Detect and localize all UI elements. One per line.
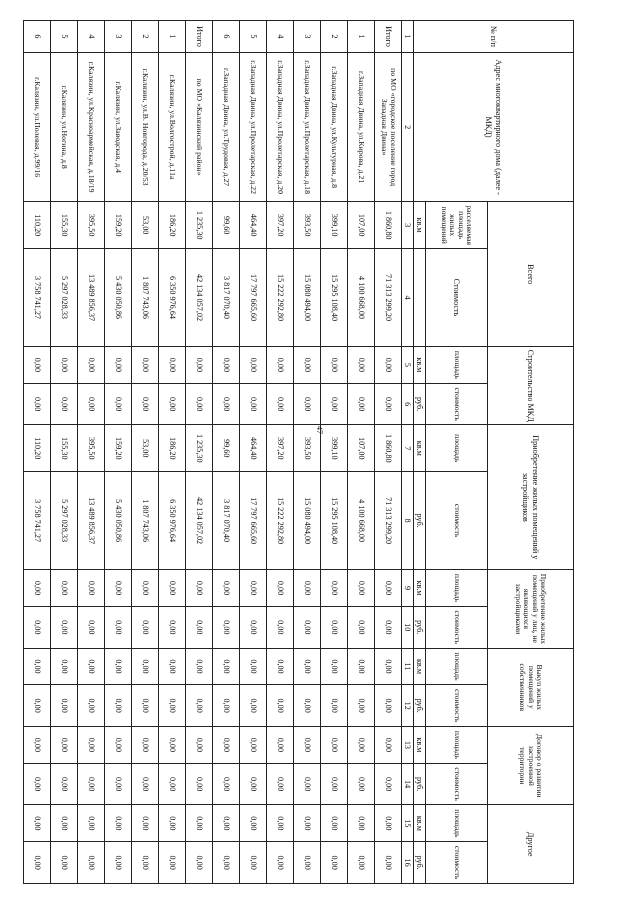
row-development-area: 0,00	[348, 727, 375, 764]
row-construction-area: 0,00	[159, 347, 186, 384]
row-purchase-nondev-cost: 0,00	[321, 606, 348, 648]
row-purchase-dev-area: 159,20	[105, 425, 132, 472]
header-no: № п/п	[414, 21, 574, 53]
row-other-cost: 0,00	[132, 842, 159, 884]
row-development-area: 0,00	[240, 727, 267, 764]
header-other: Другое	[488, 805, 574, 884]
rotated-table-container	[32, 20, 574, 884]
row-purchase-dev-cost: 5 430 050,86	[105, 472, 132, 570]
column-number: 2	[402, 52, 414, 202]
unit-cost: руб.	[414, 606, 426, 648]
column-number: 10	[402, 606, 414, 648]
row-buyout-cost: 0,00	[240, 685, 267, 727]
row-construction-area: 0,00	[267, 347, 294, 384]
header-construction: Строительство МКД	[488, 347, 574, 425]
row-total-area: 99,60	[213, 202, 240, 249]
table-row	[321, 21, 348, 884]
row-address: по МО «Калязинский район»	[186, 52, 213, 202]
row-total-area: 393,50	[294, 202, 321, 249]
unit-area: кв.м	[414, 570, 426, 607]
row-construction-area: 0,00	[321, 347, 348, 384]
row-other-cost: 0,00	[240, 842, 267, 884]
row-address: г.Западная Двина, ул.Пролетарская, д.20	[267, 52, 294, 202]
row-buyout-area: 0,00	[294, 648, 321, 685]
row-development-area: 0,00	[159, 727, 186, 764]
header-total: Всего	[488, 202, 574, 347]
row-number: 2	[321, 21, 348, 53]
row-purchase-dev-area: 399,10	[321, 425, 348, 472]
row-development-cost: 0,00	[132, 763, 159, 805]
row-total-cost: 1 807 743,06	[132, 248, 159, 346]
row-buyout-cost: 0,00	[24, 685, 51, 727]
row-other-area: 0,00	[240, 805, 267, 842]
row-address: г.Западная Двина, ул.Культурная, д.8	[321, 52, 348, 202]
row-purchase-dev-area: 395,50	[78, 425, 105, 472]
row-development-area: 0,00	[78, 727, 105, 764]
row-construction-cost: 0,00	[105, 383, 132, 425]
row-total-area: 395,50	[78, 202, 105, 249]
row-purchase-dev-cost: 5 297 028,33	[51, 472, 78, 570]
row-total-area: 155,30	[51, 202, 78, 249]
row-purchase-dev-cost: 6 350 976,64	[159, 472, 186, 570]
row-total-cost: 13 489 856,37	[78, 248, 105, 346]
row-buyout-area: 0,00	[267, 648, 294, 685]
row-development-area: 0,00	[24, 727, 51, 764]
table-row	[267, 21, 294, 884]
row-other-cost: 0,00	[321, 842, 348, 884]
row-development-area: 0,00	[213, 727, 240, 764]
row-development-area: 0,00	[186, 727, 213, 764]
row-purchase-dev-cost: 15 222 292,80	[267, 472, 294, 570]
row-development-cost: 0,00	[159, 763, 186, 805]
row-total-area: 1 235,30	[186, 202, 213, 249]
row-purchase-dev-area: 1 235,30	[186, 425, 213, 472]
row-purchase-dev-area: 107,00	[348, 425, 375, 472]
row-purchase-nondev-area: 0,00	[267, 570, 294, 607]
row-development-cost: 0,00	[51, 763, 78, 805]
table-row	[51, 21, 78, 884]
row-other-area: 0,00	[267, 805, 294, 842]
row-total-cost: 15 080 494,00	[294, 248, 321, 346]
header-cost-total: Стоимость	[426, 248, 488, 346]
row-other-cost: 0,00	[348, 842, 375, 884]
row-buyout-area: 0,00	[132, 648, 159, 685]
row-construction-area: 0,00	[348, 347, 375, 384]
row-construction-cost: 0,00	[24, 383, 51, 425]
table-row	[78, 21, 105, 884]
row-other-cost: 0,00	[159, 842, 186, 884]
row-address: г.Западная Двина, ул.Пролетарская, д.22	[240, 52, 267, 202]
unit-cost: руб.	[414, 383, 426, 425]
row-number: Итого	[375, 21, 402, 53]
column-number: 7	[402, 425, 414, 472]
header-cost: стоимость	[426, 383, 488, 425]
row-address: по МО «городское поселение город Западная Двина»	[375, 52, 402, 202]
row-construction-area: 0,00	[213, 347, 240, 384]
row-total-area: 159,20	[105, 202, 132, 249]
row-purchase-nondev-area: 0,00	[24, 570, 51, 607]
row-buyout-cost: 0,00	[213, 685, 240, 727]
header-purchase-nondevelopers: Приобретение жилых помещений у лиц, не являющихся застройщиками	[488, 570, 574, 648]
row-buyout-cost: 0,00	[159, 685, 186, 727]
row-other-cost: 0,00	[24, 842, 51, 884]
row-number: 2	[132, 21, 159, 53]
row-address: г.Калязин, ул.Полевая, д.99/16	[24, 52, 51, 202]
row-development-area: 0,00	[375, 727, 402, 764]
row-other-area: 0,00	[348, 805, 375, 842]
row-purchase-dev-cost: 3 817 070,40	[213, 472, 240, 570]
header-buyout: Выкуп жилых помещений у собственников	[488, 648, 574, 726]
row-buyout-area: 0,00	[51, 648, 78, 685]
row-purchase-nondev-area: 0,00	[78, 570, 105, 607]
unit-area: кв.м	[414, 425, 426, 472]
row-other-area: 0,00	[132, 805, 159, 842]
unit-cost	[414, 248, 426, 346]
row-purchase-nondev-area: 0,00	[51, 570, 78, 607]
row-purchase-nondev-cost: 0,00	[240, 606, 267, 648]
column-number: 8	[402, 472, 414, 570]
relocation-table	[23, 20, 574, 884]
row-purchase-dev-area: 155,30	[51, 425, 78, 472]
header-area: площадь	[426, 805, 488, 842]
row-purchase-dev-area: 464,40	[240, 425, 267, 472]
header-cost: стоимость	[426, 763, 488, 805]
header-area: площадь	[426, 347, 488, 384]
row-other-cost: 0,00	[375, 842, 402, 884]
unit-cost: руб.	[414, 472, 426, 570]
row-number: 3	[294, 21, 321, 53]
row-construction-cost: 0,00	[132, 383, 159, 425]
row-construction-cost: 0,00	[213, 383, 240, 425]
header-cost: стоимость	[426, 842, 488, 884]
row-total-cost: 15 295 108,40	[321, 248, 348, 346]
row-construction-cost: 0,00	[186, 383, 213, 425]
column-number: 13	[402, 727, 414, 764]
row-construction-area: 0,00	[24, 347, 51, 384]
row-construction-area: 0,00	[132, 347, 159, 384]
row-construction-area: 0,00	[294, 347, 321, 384]
row-purchase-nondev-area: 0,00	[240, 570, 267, 607]
row-buyout-area: 0,00	[24, 648, 51, 685]
row-other-area: 0,00	[294, 805, 321, 842]
row-total-area: 397,20	[267, 202, 294, 249]
row-total-area: 107,00	[348, 202, 375, 249]
unit-cost: руб.	[414, 842, 426, 884]
row-buyout-area: 0,00	[240, 648, 267, 685]
row-number: 6	[213, 21, 240, 53]
row-number: 6	[24, 21, 51, 53]
row-address: г.Калязин, ул.Красноармейская, д.18/19	[78, 52, 105, 202]
column-number: 9	[402, 570, 414, 607]
row-buyout-cost: 0,00	[267, 685, 294, 727]
row-purchase-dev-cost: 71 313 299,20	[375, 472, 402, 570]
column-number: 14	[402, 763, 414, 805]
header-area: площадь	[426, 570, 488, 607]
row-buyout-area: 0,00	[159, 648, 186, 685]
row-other-area: 0,00	[24, 805, 51, 842]
row-buyout-cost: 0,00	[132, 685, 159, 727]
header-area: площадь	[426, 727, 488, 764]
unit-area: кв.м	[414, 805, 426, 842]
row-total-cost: 71 313 299,20	[375, 248, 402, 346]
header-area-total: расселяемая площадь жилых помещений	[426, 202, 488, 249]
row-other-cost: 0,00	[267, 842, 294, 884]
row-buyout-area: 0,00	[213, 648, 240, 685]
row-construction-area: 0,00	[78, 347, 105, 384]
row-total-cost: 3 817 070,40	[213, 248, 240, 346]
row-purchase-dev-cost: 4 100 668,00	[348, 472, 375, 570]
row-construction-cost: 0,00	[375, 383, 402, 425]
row-development-area: 0,00	[132, 727, 159, 764]
table-row	[159, 21, 186, 884]
row-buyout-area: 0,00	[186, 648, 213, 685]
row-other-cost: 0,00	[105, 842, 132, 884]
row-purchase-nondev-cost: 0,00	[51, 606, 78, 648]
table-body	[24, 21, 402, 884]
page-number: 47	[315, 426, 325, 434]
row-buyout-area: 0,00	[321, 648, 348, 685]
row-number: Итого	[186, 21, 213, 53]
row-purchase-nondev-area: 0,00	[294, 570, 321, 607]
unit-area: кв.м	[414, 727, 426, 764]
row-development-area: 0,00	[105, 727, 132, 764]
row-purchase-dev-area: 110,20	[24, 425, 51, 472]
row-development-area: 0,00	[321, 727, 348, 764]
row-purchase-nondev-cost: 0,00	[348, 606, 375, 648]
row-number: 5	[240, 21, 267, 53]
row-development-cost: 0,00	[213, 763, 240, 805]
row-other-area: 0,00	[375, 805, 402, 842]
row-total-area: 53,00	[132, 202, 159, 249]
row-other-cost: 0,00	[186, 842, 213, 884]
table-row	[375, 21, 402, 884]
row-development-cost: 0,00	[186, 763, 213, 805]
row-total-cost: 42 134 057,02	[186, 248, 213, 346]
row-total-area: 464,40	[240, 202, 267, 249]
row-other-area: 0,00	[213, 805, 240, 842]
row-address: г.Калязин, ул.Заводская, д.4	[105, 52, 132, 202]
row-number: 4	[78, 21, 105, 53]
row-address: г.Калязин, ул.Волгострой, д.11а	[159, 52, 186, 202]
header-cost: стоимость	[426, 606, 488, 648]
row-buyout-area: 0,00	[78, 648, 105, 685]
row-construction-cost: 0,00	[78, 383, 105, 425]
table-row	[213, 21, 240, 884]
row-purchase-nondev-area: 0,00	[321, 570, 348, 607]
row-construction-cost: 0,00	[240, 383, 267, 425]
header-cost: стоимость	[426, 685, 488, 727]
column-number: 11	[402, 648, 414, 685]
row-total-area: 110,20	[24, 202, 51, 249]
table-row	[240, 21, 267, 884]
row-purchase-nondev-area: 0,00	[186, 570, 213, 607]
column-number: 1	[402, 21, 414, 53]
row-development-cost: 0,00	[375, 763, 402, 805]
row-purchase-dev-area: 99,60	[213, 425, 240, 472]
row-buyout-cost: 0,00	[105, 685, 132, 727]
column-number: 4	[402, 248, 414, 346]
row-purchase-nondev-cost: 0,00	[78, 606, 105, 648]
row-purchase-dev-area: 1 860,80	[375, 425, 402, 472]
row-buyout-cost: 0,00	[294, 685, 321, 727]
row-total-cost: 15 222 292,80	[267, 248, 294, 346]
row-other-cost: 0,00	[294, 842, 321, 884]
row-other-area: 0,00	[78, 805, 105, 842]
table-row	[132, 21, 159, 884]
row-purchase-dev-cost: 15 080 494,00	[294, 472, 321, 570]
row-number: 3	[105, 21, 132, 53]
header-development: Договор о развитии застроенной территории	[488, 727, 574, 805]
row-other-cost: 0,00	[213, 842, 240, 884]
row-development-cost: 0,00	[321, 763, 348, 805]
row-total-cost: 3 758 741,27	[24, 248, 51, 346]
row-total-cost: 17 797 665,60	[240, 248, 267, 346]
row-purchase-nondev-area: 0,00	[213, 570, 240, 607]
row-address: г.Западная Двина, ул.Трудовая, д.27	[213, 52, 240, 202]
row-buyout-cost: 0,00	[348, 685, 375, 727]
row-purchase-dev-area: 397,20	[267, 425, 294, 472]
row-purchase-nondev-cost: 0,00	[132, 606, 159, 648]
row-purchase-nondev-cost: 0,00	[24, 606, 51, 648]
row-number: 1	[348, 21, 375, 53]
row-purchase-dev-cost: 3 758 741,27	[24, 472, 51, 570]
table-row	[294, 21, 321, 884]
row-purchase-dev-area: 393,50	[294, 425, 321, 472]
row-development-area: 0,00	[51, 727, 78, 764]
unit-cost: руб.	[414, 685, 426, 727]
row-construction-area: 0,00	[375, 347, 402, 384]
row-construction-cost: 0,00	[348, 383, 375, 425]
row-construction-area: 0,00	[186, 347, 213, 384]
row-development-area: 0,00	[267, 727, 294, 764]
row-development-cost: 0,00	[78, 763, 105, 805]
unit-cost: руб.	[414, 763, 426, 805]
row-purchase-dev-area: 186,20	[159, 425, 186, 472]
table-row	[105, 21, 132, 884]
unit-area: кв.м	[414, 347, 426, 384]
row-development-cost: 0,00	[24, 763, 51, 805]
row-purchase-dev-cost: 15 295 108,40	[321, 472, 348, 570]
row-number: 4	[267, 21, 294, 53]
header-area: площадь	[426, 425, 488, 472]
row-purchase-nondev-cost: 0,00	[267, 606, 294, 648]
row-address: г.Калязин, ул.Ногина, д.8	[51, 52, 78, 202]
row-purchase-nondev-area: 0,00	[348, 570, 375, 607]
table-row	[24, 21, 51, 884]
table-row	[186, 21, 213, 884]
row-development-cost: 0,00	[105, 763, 132, 805]
row-buyout-cost: 0,00	[375, 685, 402, 727]
row-construction-area: 0,00	[240, 347, 267, 384]
row-total-cost: 5 297 028,33	[51, 248, 78, 346]
row-purchase-nondev-area: 0,00	[159, 570, 186, 607]
row-address: г.Калязин, ул.В. Новгорода, д.20/53	[132, 52, 159, 202]
row-purchase-nondev-cost: 0,00	[186, 606, 213, 648]
header-purchase-developers: Приобретение жилых помещений у застройщиков	[488, 425, 574, 570]
row-other-cost: 0,00	[78, 842, 105, 884]
column-number: 16	[402, 842, 414, 884]
header-area: площадь	[426, 648, 488, 685]
row-purchase-nondev-cost: 0,00	[159, 606, 186, 648]
row-buyout-area: 0,00	[375, 648, 402, 685]
row-buyout-cost: 0,00	[51, 685, 78, 727]
row-buyout-cost: 0,00	[186, 685, 213, 727]
row-construction-cost: 0,00	[267, 383, 294, 425]
row-construction-cost: 0,00	[294, 383, 321, 425]
table-row	[348, 21, 375, 884]
column-number: 3	[402, 202, 414, 249]
column-number: 12	[402, 685, 414, 727]
row-development-cost: 0,00	[294, 763, 321, 805]
row-buyout-area: 0,00	[105, 648, 132, 685]
row-address: г.Западная Двина, ул.Кирова, д.21	[348, 52, 375, 202]
row-construction-area: 0,00	[105, 347, 132, 384]
row-purchase-dev-cost: 17 797 665,60	[240, 472, 267, 570]
row-purchase-dev-cost: 1 807 743,06	[132, 472, 159, 570]
row-development-cost: 0,00	[267, 763, 294, 805]
row-buyout-area: 0,00	[348, 648, 375, 685]
row-total-area: 399,10	[321, 202, 348, 249]
row-purchase-nondev-cost: 0,00	[375, 606, 402, 648]
unit-area: кв.м	[414, 648, 426, 685]
row-purchase-nondev-cost: 0,00	[213, 606, 240, 648]
row-construction-cost: 0,00	[51, 383, 78, 425]
row-other-area: 0,00	[105, 805, 132, 842]
row-development-cost: 0,00	[240, 763, 267, 805]
row-number: 1	[159, 21, 186, 53]
row-total-cost: 5 430 050,86	[105, 248, 132, 346]
row-total-area: 186,20	[159, 202, 186, 249]
row-other-area: 0,00	[321, 805, 348, 842]
row-construction-cost: 0,00	[321, 383, 348, 425]
column-number: 5	[402, 347, 414, 384]
row-number: 5	[51, 21, 78, 53]
unit-area: кв.м	[414, 202, 426, 249]
row-development-cost: 0,00	[348, 763, 375, 805]
row-purchase-dev-cost: 13 489 856,37	[78, 472, 105, 570]
row-other-area: 0,00	[51, 805, 78, 842]
row-other-area: 0,00	[159, 805, 186, 842]
row-purchase-nondev-cost: 0,00	[294, 606, 321, 648]
row-purchase-nondev-area: 0,00	[132, 570, 159, 607]
row-construction-cost: 0,00	[159, 383, 186, 425]
row-purchase-dev-cost: 42 134 057,02	[186, 472, 213, 570]
row-total-area: 1 860,80	[375, 202, 402, 249]
column-number: 15	[402, 805, 414, 842]
row-total-cost: 6 350 976,64	[159, 248, 186, 346]
row-construction-area: 0,00	[51, 347, 78, 384]
header-cost: стоимость	[426, 472, 488, 570]
row-purchase-dev-area: 53,00	[132, 425, 159, 472]
row-buyout-cost: 0,00	[78, 685, 105, 727]
row-purchase-nondev-cost: 0,00	[105, 606, 132, 648]
row-total-cost: 4 100 668,00	[348, 248, 375, 346]
row-address: г.Западная Двина, ул.Пролетарская, д.18	[294, 52, 321, 202]
row-other-area: 0,00	[186, 805, 213, 842]
row-other-cost: 0,00	[51, 842, 78, 884]
row-purchase-nondev-area: 0,00	[375, 570, 402, 607]
row-purchase-nondev-area: 0,00	[105, 570, 132, 607]
header-address: Адрес многоквартирного дома (далее - МКД)	[414, 52, 574, 202]
row-buyout-cost: 0,00	[321, 685, 348, 727]
row-development-area: 0,00	[294, 727, 321, 764]
column-number: 6	[402, 383, 414, 425]
